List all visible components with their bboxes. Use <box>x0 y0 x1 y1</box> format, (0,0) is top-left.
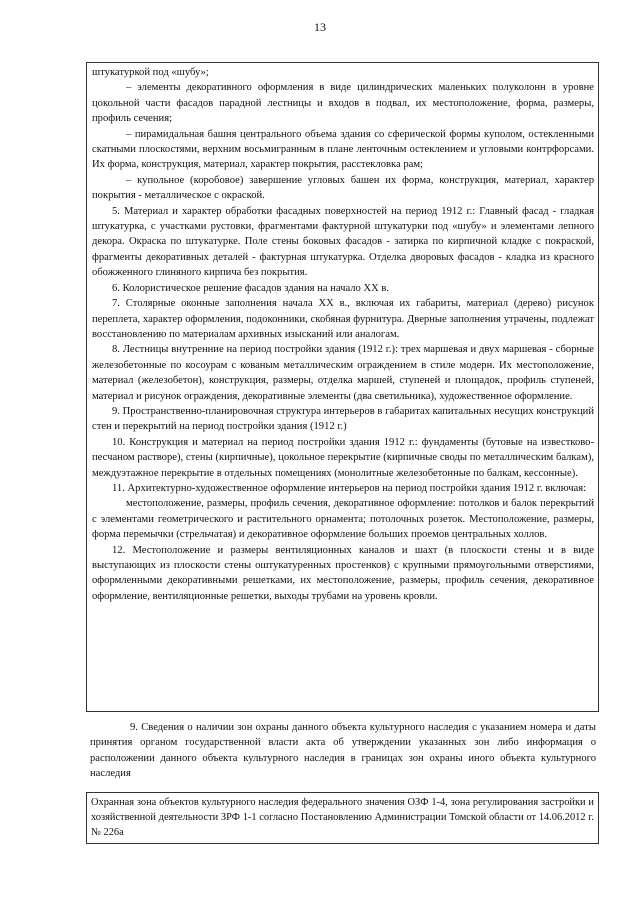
feature-item: 5. Материал и характер обработки фасадных поверхностей на период 1912 г.: Главный фасад - гладкая штукатурка, с участками рустовки, фрагментами фактурной штукатурки под «шубу» и элементами лепного декора. Окраска по штукатурке. Поле стены боковых фасадов - затирка по кирпичной кладке с покраской, фрагменты декоративных деталей - фактурная штукатурка. Отделка дворовых фасадов - кладка из красного обожженного глиняного кирпича без покрытия. <box>92 205 594 279</box>
feature-item: местоположение, размеры, профиль сечения, декоративное оформление: потолков и балок перекрытий с элементами геометрического и растительного орнамента; потолочных розеток. Местоположение, размеры, форма перемычки (стрельчатая) и декоративное оформление больших проемов центральных холлов. <box>92 498 594 541</box>
feature-item: 6. Колористическое решение фасадов здания на начало XX в. <box>112 282 390 294</box>
page-number: 13 <box>314 20 326 34</box>
feature-item: – пирамидальная башня центрального объема здания со сферической формы куполом, остекленными скатными плоскостями, верхним восьмигранным в плане ленточным остеклением и угловыми контрфорсами. Их форма, конструкция, материал, характер покрытия, расстекловка рам; <box>92 128 594 171</box>
protection-zone-box <box>86 792 599 844</box>
feature-item: 7. Столярные оконные заполнения начала XX в., включая их габариты, материал (дерево) рисунок переплета, характер оформления, подоконники, скобяная фурнитура. Дверные заполнения утрачены, подлежат восстановлению по материалам архивных изысканий или аналогам. <box>92 298 594 340</box>
section-9-text: 9. Сведения о наличии зон охраны данного объекта культурного наследия с указанием номера и даты принятия органом государственной власти акта об утверждении указанных зон либо информация о расположении данного объекта культурного наследия в границах зон охраны иного объекта культурного наследия <box>90 722 596 780</box>
feature-item: штукатуркой под «шубу»; <box>92 67 209 78</box>
feature-item: 8. Лестницы внутренние на период постройки здания (1912 г.): трех маршевая и двух маршевая - сборные железобетонные по косоурам с кованым металлическим ограждением в стиле модерн. Их местоположение, материал (железобетон), конструкция, размеры, отделка маршей, ступеней и площадок, профиль ступеней, материал и рисунок ограждения, декоративные элементы (два светильника), художественное оформление. <box>92 344 594 402</box>
feature-item: – купольное (коробовое) завершение угловых башен их форма, конструкция, материал, характер покрытия - металлическое с окраской. <box>92 174 594 202</box>
feature-item: – элементы декоративного оформления в виде цилиндрических маленьких полуколонн в уровне цокольной части фасадов парадной лестницы и входов в подвал, их местоположение, форма, размеры, профиль сечения; <box>92 82 594 125</box>
feature-item: 9. Пространственно-планировочная структура интерьеров в габаритах капитальных несущих конструкций стен и перекрытий на период постройки здания (1912 г.) <box>92 405 594 433</box>
feature-item: 11. Архитектурно-художественное оформление интерьеров на период постройки здания 1912 г. включая: <box>112 482 587 494</box>
heritage-features-box <box>86 62 599 712</box>
feature-item: 12. Местоположение и размеры вентиляционных каналов и шахт (в плоскости стены и в виде выступающих из плоскости стены оштукатуренных простенков) с крупными прямоугольными отверстиями, оформленными декоративными решетками, их местоположение, размеры, профиль сечения, декоративное оформление, вентиляционные решетки, выходы трубами на уровень кровли. <box>92 544 594 602</box>
protection-zone-text: Охранная зона объектов культурного наследия федерального значения ОЗФ 1-4, зона регулирования застройки и хозяйственной деятельности ЗРФ 1-1 согласно Постановлению Администрации Томской области от 14.06.2012 г. № 226а <box>91 797 594 838</box>
feature-item: 10. Конструкция и материал на период постройки здания 1912 г.: фундаменты (бутовые на известково-песчаном растворе), стены (кирпичные), цокольное перекрытие (кирпичные своды по металлическим балкам), междуэтажное перекрытие в отдельных помещениях (монолитные железобетонные по балкам, кессонные). <box>92 436 594 479</box>
section-9-heading <box>90 720 596 782</box>
